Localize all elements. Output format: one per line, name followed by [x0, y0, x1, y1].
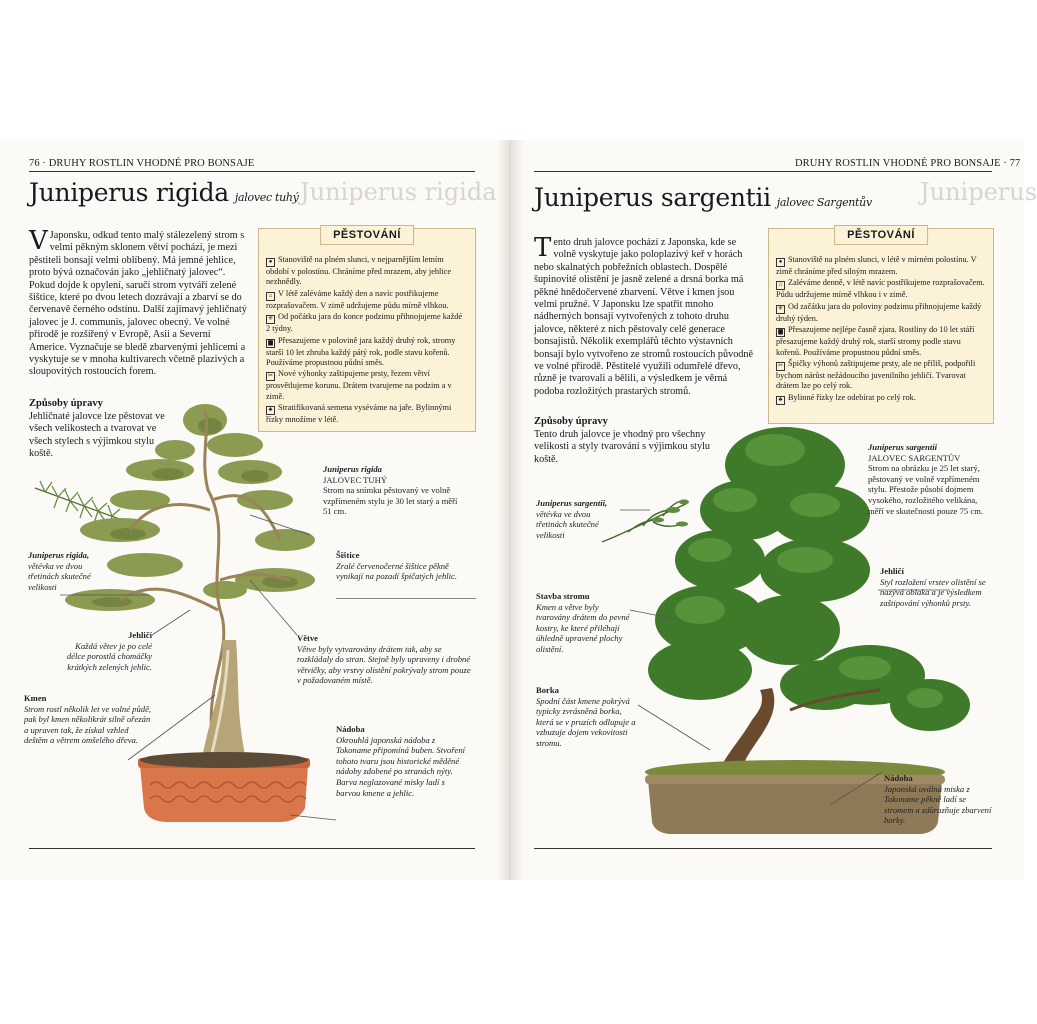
pruning-icon: ✂ [267, 373, 274, 380]
watering-icon: ⌂ [266, 292, 275, 301]
right-main-caption-common: JALOVEC SARGENTŮV [868, 452, 961, 463]
left-methods-heading: Způsoby úpravy [29, 398, 103, 409]
book-gutter [497, 140, 523, 880]
care-item-text: Stanoviště na plném slunci, v nejparnějším letním období v polostínu. Chráníme před mrazem, aby jehlice nezhnědly. [266, 255, 452, 287]
right-ghost-title: Juniperus [920, 178, 1037, 206]
right-structure-caption-head: Stavba stromu [536, 591, 590, 601]
right-pot-caption-text: Japonská oválná miska z Tokoname pěkně ladí se stromem a zdůrazňuje zbarvení borky. [884, 783, 992, 826]
right-main-caption-name: Juniperus sargentii [868, 442, 938, 452]
left-title-latin: Juniperus rigida [29, 178, 229, 207]
care-item-text: Stanoviště na plném slunci, v létě v mírném polostínu. V zimě chráníme před silným mrazem. [776, 255, 977, 276]
care-item-text: V létě zaléváme každý den a navíc postřikujeme rozprašovačem. V zimě udržujeme půdu mírně vlhkou. [266, 288, 449, 310]
left-needles-caption-head: Jehličí [128, 630, 152, 640]
left-pot-caption-text: Okrouhlá japonská nádoba z Tokoname připomíná buben. Stvoření tohoto tvaru jsou historické měděné nádoby zdobené po stranách nýty. Barva neglazované misky ladí s barvou kmene a jehlic. [336, 734, 466, 798]
care-item-text: Bylinné řízky lze odebírat po celý rok. [788, 392, 916, 402]
right-main-caption-text: Strom na obrázku je 25 let starý, pěstovaný ve volně vzpřímeném stylu. Přestože působí dojmem vysokého, rozložitého velikána, měří ve skutečnosti pouze 75 cm. [868, 463, 984, 516]
propagation-icon: ♣ [776, 396, 785, 405]
care-item-text: Přesazujeme nejlépe časně zjara. Rostliny do 10 let stáří přesazujeme každý druhý rok, starší stromy podle stavu kořenů. Používáme propustnou půdní směs. [776, 325, 975, 357]
left-main-caption-text: Strom na snímku pěstovaný ve volně vzpřímeném stylu je 30 let starý a měří 51 cm. [323, 485, 458, 517]
right-methods-heading: Způsoby úpravy [534, 416, 608, 427]
left-main-caption-name: Juniperus rigida [323, 464, 382, 474]
care-item-text: Přesazujeme v polovině jara každý druhý rok, stromy starší 10 let zhruba každý pátý rok, podle stavu kořenů. Používáme propustnou půdní směs. [266, 335, 456, 368]
right-sprig-caption-text: větévka ve dvou třetinách skutečné velikosti [536, 508, 599, 540]
right-bark-caption-text: Spodní část kmene pokrývá typicky zvrásněná borka, která se v pruzích odlupuje a vzbuzuje dojem vekovitosti stromu. [536, 695, 636, 748]
propagation-icon: ♣ [266, 406, 275, 415]
right-title-common: jalovec Sargentův [776, 196, 872, 209]
care-item-text: Od počátku jara do konce podzimu přihnojujeme každé 2 týdny. [266, 312, 463, 334]
right-needles-caption-head: Jehličí [880, 566, 904, 576]
right-leader-lines [530, 140, 1000, 840]
right-footer-rule [534, 848, 992, 849]
left-footer-rule [29, 848, 475, 849]
feeding-icon: ✳ [777, 305, 784, 312]
left-pot-caption-head: Nádoba [336, 724, 365, 734]
left-drop-cap: V [29, 226, 48, 256]
right-care-heading: PĚSTOVÁNÍ [834, 225, 928, 245]
left-leader-lines [0, 140, 476, 840]
left-branches-caption-head: Větve [297, 633, 318, 643]
care-item-text: Nové výhonky zaštipujeme prsty, řezem větví prosvětlujeme korunu. Drátem tvarujeme na podzim a v zimě. [266, 369, 452, 401]
repotting-icon: ▆ [266, 339, 275, 348]
care-item-text: Od začátku jara do poloviny podzimu přihnojujeme každý druhý týden. [776, 301, 982, 323]
right-sprig-caption-name: Juniperus sargentii, [536, 498, 608, 508]
right-running-header: DRUHY ROSTLIN VHODNÉ PRO BONSAJE · 77 [795, 158, 1021, 169]
left-cones-caption-head: Šištice [336, 550, 360, 560]
right-bark-caption-head: Borka [536, 685, 559, 695]
right-structure-caption-text: Kmen a větve byly tvarovány drátem do pevné kostry, ke které přiléhají úhledně upravené plochy olistění. [536, 601, 630, 654]
right-methods-text: Tento druh jalovce je vhodný pro všechny velikosti a styly tvarování s výjimkou stylu koště. [534, 429, 711, 465]
right-drop-cap: T [534, 233, 552, 263]
left-sprig-caption-text: větévka ve dvou třetinách skutečné velikosti [28, 560, 91, 592]
left-cones-caption-text: Zralé červenočerné šištice pěkně vynikají na pozadí špičatých jehlic. [336, 560, 457, 582]
left-main-caption-common: JALOVEC TUHÝ [323, 474, 388, 485]
left-trunk-caption-text: Strom rostl několik let ve volné půdě, pak byl kmen několikrát silně ořezán a upraven tak, že získal vzhled deštěm a větrem omšelého dřeva. [24, 703, 152, 746]
right-pot-caption-head: Nádoba [884, 773, 913, 783]
repotting-icon: ▆ [776, 328, 785, 337]
left-ghost-title: Juniperus rigida [300, 178, 497, 206]
pruning-icon: ✂ [777, 363, 784, 370]
right-title-latin: Juniperus sargentii [534, 183, 771, 212]
right-intro-text: ento druh jalovce pochází z Japonska, kde se volně vyskytuje jako poloplazivý keř v horách nebo skalnatých pobřežních oblastech. Dospělé šupinovité olistění je jasně zelené a drsná borka má pěkné hnědočervené zbarvení. Větve i kmen jsou velmi pružné. V Japonsku lze spatřit mnoho nádherných bonsají vytvořených z tohoto druhu jalovce, některé z nich pěstovaly celé generace bonsajistů. Několik exemplářů těchto výstavních bonsají bylo vytvořeno ze stromů rostoucích původně ve volné přírodě. Pěstitelé využili odumřelé dřevo, různě je tvarovali a bělili, a výsledkem je věrná podoba rozložitých prastarých stromů. [534, 237, 753, 397]
sun-icon: ● [776, 258, 785, 267]
right-needles-caption-text: Styl rozložení vrstev olistění se nazývá oblaka a je výsledkem zaštipování výhonků prsty. [880, 576, 986, 608]
left-care-heading: PĚSTOVÁNÍ [320, 225, 414, 245]
left-running-header: 76 · DRUHY ROSTLIN VHODNÉ PRO BONSAJE [29, 158, 255, 169]
care-item-text: Špičky výhonů zaštipujeme prsty, ale ne příliš, podpořili bychom nárůst nežádoucího juvenilního jehličí. Tvarovat drátem lze po celý rok. [776, 359, 976, 391]
left-branches-caption-text: Větve byly vytvarovány drátem tak, aby se rozkládaly do stran. Stejně byly upraveny i drobné větvičky, aby vrstvy olistění pokrývaly strom pouze v požadovaném místě. [297, 643, 471, 686]
feeding-icon: ✳ [267, 316, 274, 323]
left-title-common: jalovec tuhý [234, 191, 299, 204]
sun-icon: ● [266, 258, 275, 267]
care-item-text: Stratifikovaná semena vyséváme na jaře. Bylinnými řízky množíme v létě. [266, 403, 452, 425]
watering-icon: ⌂ [776, 281, 785, 290]
left-needles-caption-text: Každá větev je po celé délce porostlá chomáčky krátkých zelených jehlic. [66, 640, 152, 672]
left-intro-text: Japonsku, odkud tento malý stálezelený strom s velmi pěkným sklonem větví pochází, je mezi pěstiteli bonsají velmi oblíbený. Má jemné jehlice, proto bývá označován jako „jehličnatý jalovec“. Pokud dojde k opylení, saručí strom vytváří zelené šištice, které po dvou letech dozrávají a zbarví se do červenavě černého odstínu. Další zajímavý jehličnatý jalovec je J. communis, jalovec obecný. Ve volné přírodě je rozšířený v Evropě, Asii a Severní Americe. Vyznačuje se bledě zbarvenými jehlicemi a vyskytuje se v mnoha kultivarech včetně plazivých a sloupovitých rostoucích forem. [29, 230, 247, 378]
left-sprig-caption-name: Juniperus rigida, [28, 550, 90, 560]
left-trunk-caption-head: Kmen [24, 693, 47, 703]
left-methods-text: Jehličnaté jalovce lze pěstovat ve všech velikostech a tvarovat ve všech stylech s výjimkou stylu koště. [29, 411, 165, 460]
care-item-text: Zaléváme denně, v létě navíc postřikujeme rozprašovačem. Půdu udržujeme mírně vlhkou i v zimě. [776, 278, 985, 300]
